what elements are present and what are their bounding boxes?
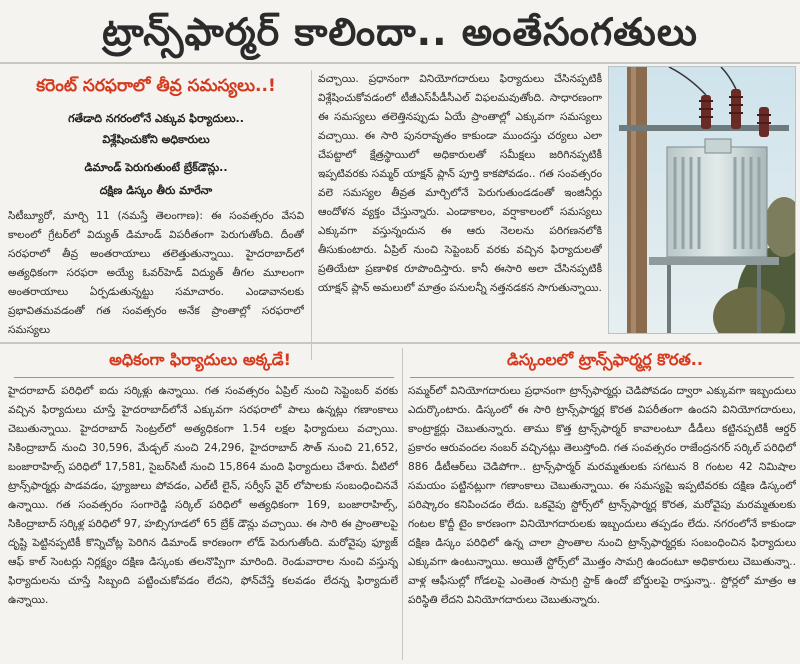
column-divider-top [311,70,312,360]
column-divider-bottom [402,348,403,660]
deck-line-3: డిమాండ్ పెరుగుతుంటే బ్రేక్‌డౌన్లు.. [84,161,228,174]
top-story-subheading: కరెంట్ సరఫరాలో తీవ్ర సమస్యలు..! [36,76,276,96]
deck-line-2: విశ్లేషించుకోని అధికారులు [102,133,210,146]
top-story-column-1: సిటీబ్యూరో, మార్చి 11 (నమస్తే తెలంగాణ): ఈ సంవత్సరం వేసవి కాలంలో గ్రేటర్‌లో విద్యుత్ డిమాండ్ విపరీతంగా పెరుగుతోంది. దీంతో సరఫరాలో తీవ్ర అంతరాయాలు తలెత్తుతున్నాయి. హైదరాబాద్‌లో అత్యధికంగా సరఫరా అయ్యే ఓవర్‌హెడ్ విద్యుత్ తీగల మూలంగా అంతరాయాలు ఏర్పడుతున్నట్టు సమాచారం. ఎండావానలకు ప్రభావితమవడంతో గత సంవత్సరం అనేక ప్రాంతాల్లో సరఫరాలో సమస్యలు [8,210,304,336]
right-section-underline [410,377,794,378]
headline: ట్రాన్స్‌ఫార్మర్ కాలిందా.. అంతేసంగతులు [102,10,698,54]
right-section-body: సమ్మర్‌లో వినియోగదారులు ప్రధానంగా ట్రాన్స్‌ఫార్మర్లు చెడిపోవడం ద్వారా ఎక్కువగా ఇబ్బందులు ఎదుర్కొంటారు. డిస్కంలో ఈ సారి ట్రాన్స్‌ఫార్మర్ల కొరత విపరీతంగా ఉందని వినియోగదారులు, కాంట్రాక్టర్లు చెబుతున్నారు. తాము కొత్త ట్రాన్స్‌ఫార్మర్ కావాలంటూ డీడీలు కట్టినప్పటికీ ఆర్డర్ ప్రకారం ఆరువందల నంబర్ వచ్చినట్లు తెలుస్తోంది. గత సంవత్సరం రాజేంద్రనగర్ సర్కిల్ పరిధిలో 886 డీటీఆర్‌లు చెడిపోగా.. ట్రాన్స్‌ఫార్మర్ మరమ్మతులకు సగటున 8 గంటల 42 నిమిషాల సమయం పట్టినట్లుగా గణాంకాలు చెబుతున్నాయి. ఈ సమస్యపై ఇప్పటివరకు దక్షిణ డిస్కంలో పరిష్కారం కనిపించడం లేదు. ఒకవైపు స్టోర్స్‌లో ట్రాన్స్‌ఫార్మర్ల కొరత, మరోవైపు మరమ్మతులకు గంటల కొద్దీ టైం కారణంగా వినియోగదారులకు ఇబ్బందులు తప్పడం లేదు. నగరంలోనే కాకుండా దక్షిణ డిస్కం పరిధిలో ఉన్న చాలా ప్రాంతాల నుంచి ట్రాన్స్‌ఫార్మర్లకు సంబంధించిన ఫిర్యాదులు ఎక్కువగా ఉంటున్నాయి. అయితే స్టోర్స్‌లో మొత్తం సామగ్రి ఉందంటూ అధికారులు చెబుతున్నా.. వాళ్ల ఆఫీసుల్లో గోడలపై ఎంతెంత సామగ్రి స్టాక్ ఉందో బోర్డులపై రాస్తున్నా.. స్టోర్లలో మాత్రం ఆ పరిస్థితి లేదని వినియోగదారులు చెబుతున్నారు. [408,385,796,606]
deck-line-1: గతేడాది నగరంలోనే ఎక్కువ ఫిర్యాదులు.. [68,112,244,125]
left-section-underline [14,377,394,378]
top-story-column-2: వచ్చాయి. ప్రధానంగా వినియోగదారులు ఫిర్యాదులు చేసినప్పటికీ విశ్లేషించుకోవడంలో టీజీఎస్‌పీడీసీఎల్ విఫలమవుతోంది. సాధారణంగా ఈ సమస్యలు తలెత్తినప్పుడు ఏయే ప్రాంతాల్లో ఎక్కువగా సమస్యలు వచ్చాయి. ఈ సారి పునరావృతం కాకుండా ముందస్తు చర్యలు ఎలా చేపట్టాలో క్షేత్రస్థాయిలో అధికారులతో సమీక్షలు జరిగినప్పటికీ ఇప్పటివరకు సమ్మర్ యాక్షన్ ప్లాన్ పూర్తి కాకపోవడం.. గత సంవత్సరం వలె సమస్యల తీవ్రత మార్చిలోనే పెరుగుతుండడంతో ఇంజినీర్లు ఆందోళన వ్యక్తం చేస్తున్నారు. ఎండాకాలం, వర్షాకాలంలో సమస్యలు ఎక్కువగా వస్తున్నందున ఈ ఆరు నెలలను పరిగణనలోకి తీసుకుంటారు. ఏప్రిల్ నుంచి సెప్టెంబర్ వరకు వచ్చిన ఫిర్యాదులతో ప్రతియేటా ప్రణాళిక రూపొందిస్తారు. కానీ ఈసారి అలా చేసినప్పటికీ యాక్షన్ ప్లాన్ అమలులో మాత్రం పనులన్నీ నత్తనడకన సాగుతున్నాయి. [318,73,602,294]
mid-divider [0,342,800,344]
transformer-photo [608,66,796,334]
top-divider [0,62,800,64]
left-section-heading: అధికంగా ఫిర్యాదులు అక్కడే! [109,350,291,369]
left-section-body: హైదరాబాద్ పరిధిలో ఐదు సర్కిళ్లు ఉన్నాయి. గత సంవత్సరం ఏప్రిల్ నుంచి సెప్టెంబర్ వరకు వచ్చిన ఫిర్యాదులు చూస్తే హైదరాబాద్‌లోనే ఎక్కువగా సరఫరాలో పాలు ఉన్నట్లు గణాంకాలు చెబుతున్నాయి. హైదరాబాద్ సెంట్రల్‌లో అత్యధికంగా 1.54 లక్షల ఫిర్యాదులు వచ్చాయి. సికింద్రాబాద్ నుంచి 30,596, మేడ్చల్ నుంచి 24,296, హైదరాబాద్ సౌత్ నుంచి 21,652, బంజారాహిల్స్ పరిధిలో 17,581, సైబర్‌సిటీ నుంచి 15,864 మంది ఫిర్యాదులు చేశారు. వీటిలో ట్రాన్స్‌ఫార్మర్లు పాడవడం, ఫ్యూజులు పోవడం, ఎల్‌టీ లైన్, సర్వీస్ వైర్ లోపాలకు సంబంధించినవే ఉన్నాయి. గత సంవత్సరం సంగారెడ్డి సర్కిల్ పరిధిలో అత్యధికంగా 169, బంజారాహిల్స్, సికింద్రాబాద్ సర్కిళ్ల పరిధిలో 97, హబ్సిగూడలో 65 బ్రేక్ డౌన్లు వచ్చాయి. ఈ సారి ఈ ప్రాంతాలపై దృష్టి పెట్టినప్పటికీ కొన్నిచోట్ల పెరిగిన డిమాండ్ కారణంగా లోడ్ పెరుగుతోంది. మరోవైపు ఫ్యూజ్ ఆఫ్ కాల్ సెంటర్లు నిర్లక్ష్యం దక్షిణ డిస్కంకు తలనొప్పిగా మారింది. రెండువారాల నుంచి వస్తున్న ఫిర్యాదులను చూస్తే సిబ్బంది పట్టించుకోవడం లేదని, ఫోన్‌చేస్తే కలవడం లేదన్న ఫిర్యాదులే ఉన్నాయి. [8,385,398,606]
right-section-heading: డిస్కంలలో ట్రాన్స్‌ఫార్మర్ల కొరత.. [507,350,703,369]
deck-line-4: దక్షిణ డిస్కం తీరు మారేనా [99,184,213,197]
